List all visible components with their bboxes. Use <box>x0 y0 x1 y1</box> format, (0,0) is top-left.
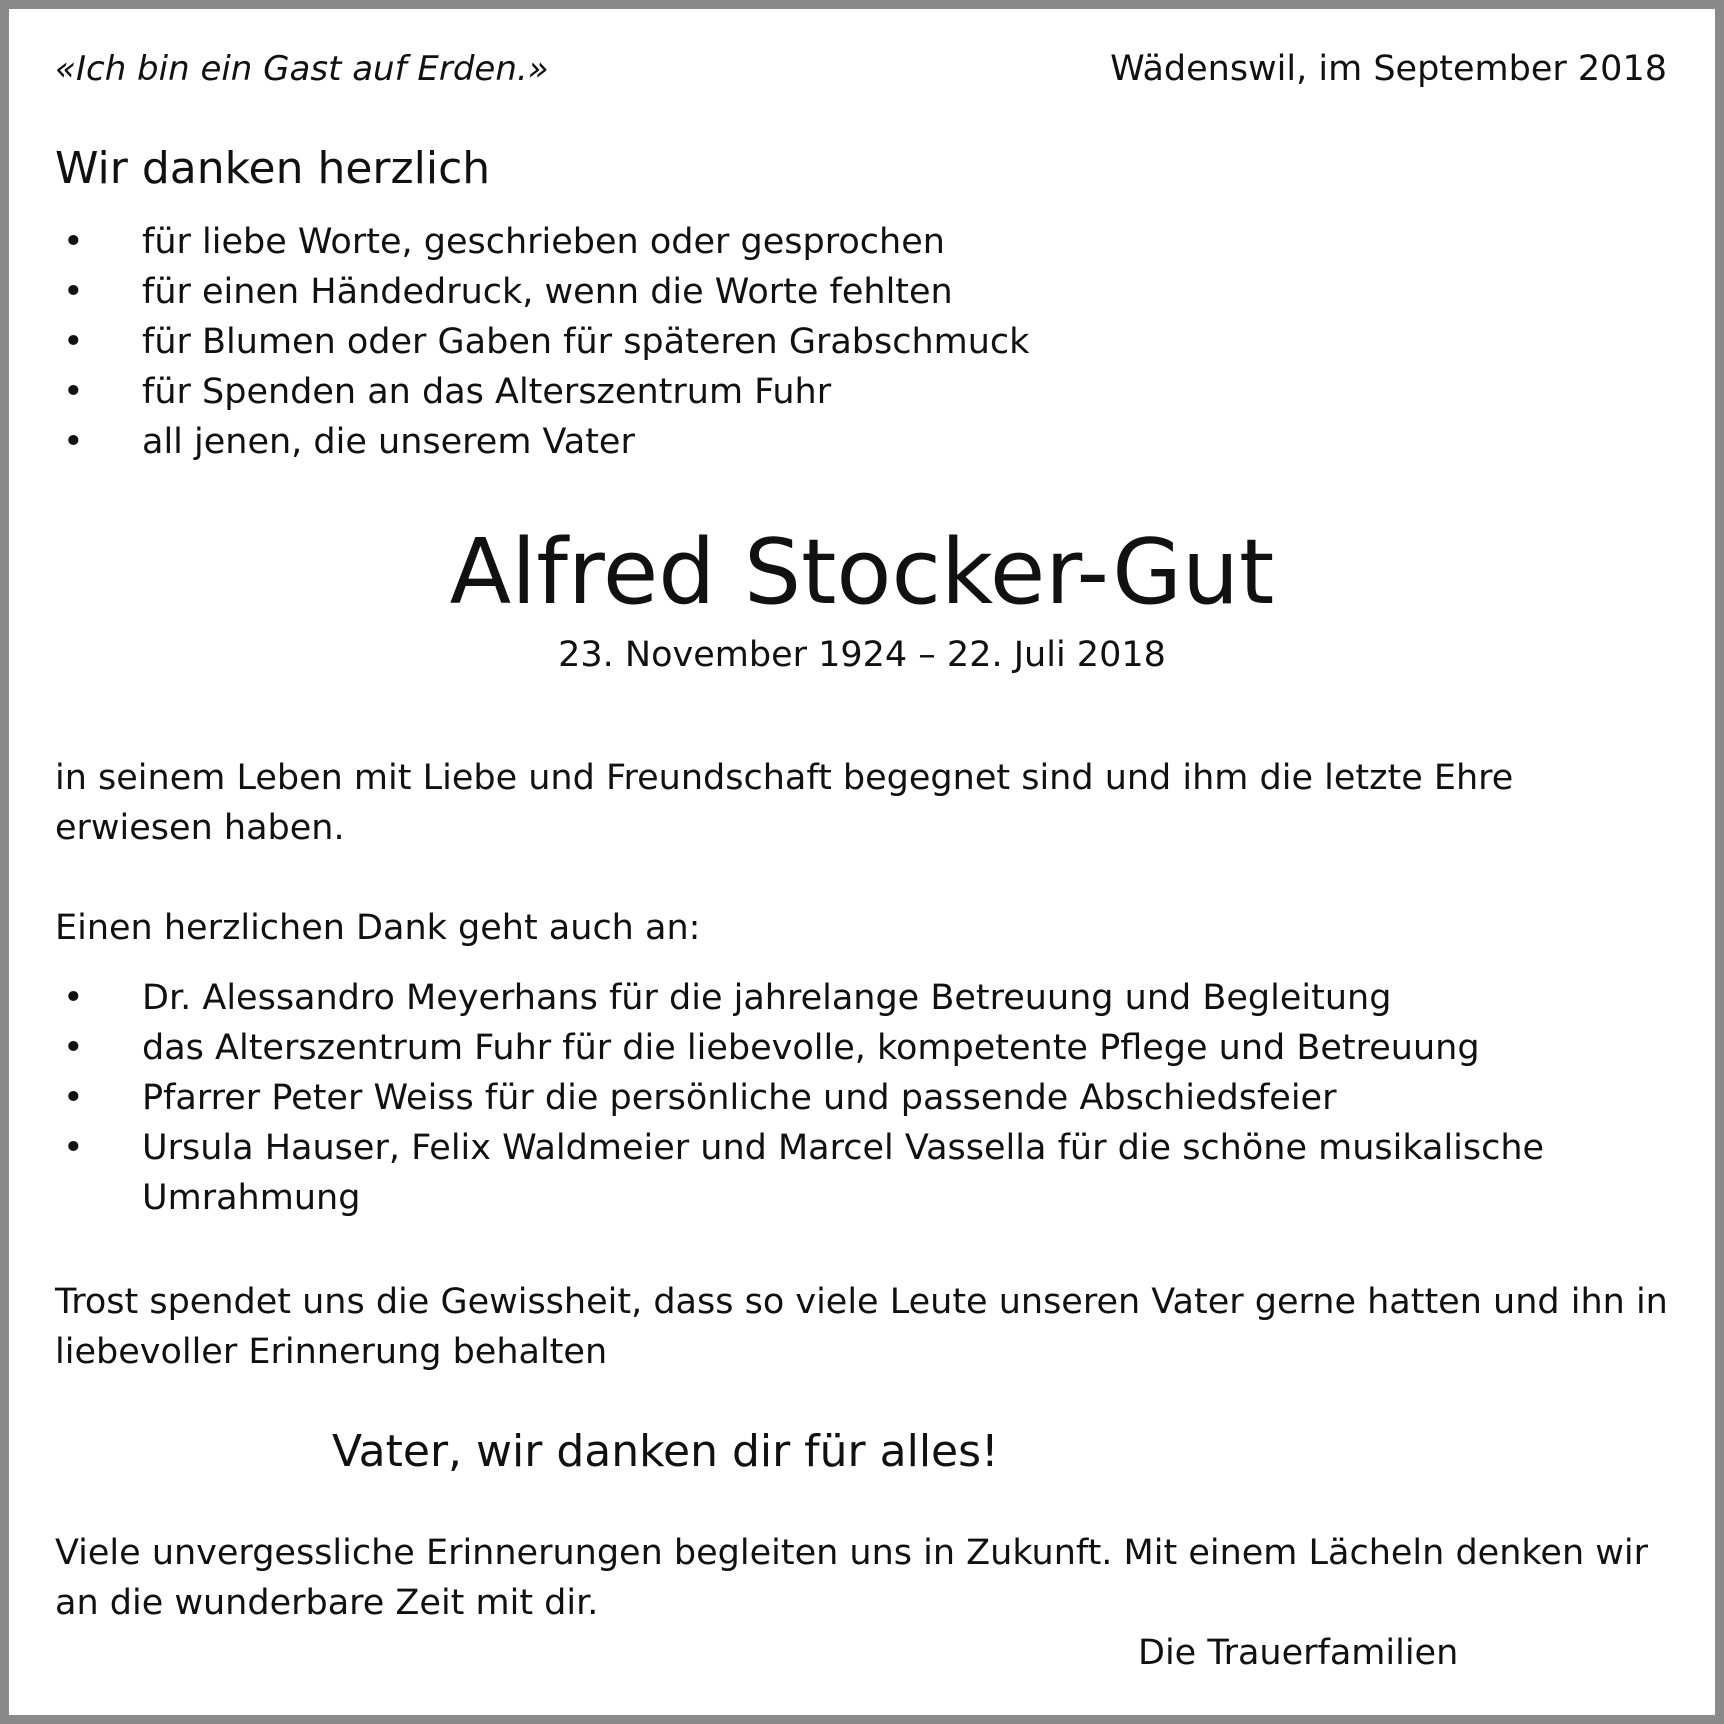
dank-intro: Einen herzlichen Dank geht auch an: <box>55 908 701 948</box>
thanks-heading: Wir danken herzlich <box>55 143 491 194</box>
list-item <box>55 417 1029 467</box>
list-item-text: für einen Händedruck, wenn die Worte fehlten <box>142 272 953 312</box>
list-item-text: all jenen, die unserem Vater <box>142 422 635 462</box>
paragraph-continuation: in seinem Leben mit Liebe und Freundschaft begegnet sind und ihm die letzte Ehre erwiesen haben. <box>55 758 1514 848</box>
bullet-icon: • <box>63 222 84 262</box>
deceased-name: Alfred Stocker-Gut <box>449 520 1275 625</box>
list-item-text: für Blumen oder Gaben für späteren Grabschmuck <box>142 322 1030 362</box>
bullet-icon: • <box>63 1028 84 1068</box>
bullet-icon: • <box>63 322 84 362</box>
list-item <box>55 267 1029 317</box>
dank-list <box>55 973 1667 1223</box>
list-item <box>55 1123 1667 1223</box>
list-item <box>55 1023 1667 1073</box>
bullet-icon: • <box>63 372 84 412</box>
list-item-text: das Alterszentrum Fuhr für die liebevolle, kompetente Pflege und Betreuung <box>142 1028 1480 1068</box>
list-item <box>55 1073 1667 1123</box>
signature: Die Trauerfamilien <box>1138 1633 1459 1673</box>
list-item <box>55 217 1029 267</box>
life-dates: 23. November 1924 – 22. Juli 2018 <box>558 635 1166 675</box>
motto-quote: «Ich bin ein Gast auf Erden.» <box>55 49 549 89</box>
paragraph-memories: Viele unvergessliche Erinnerungen begleiten uns in Zukunft. Mit einem Lächeln denken wir an die wunderbare Zeit mit dir. <box>55 1533 1648 1623</box>
bullet-icon: • <box>63 1078 84 1118</box>
thanks-list <box>55 217 1029 467</box>
list-item-text: Dr. Alessandro Meyerhans für die jahrelange Betreuung und Begleitung <box>142 978 1392 1018</box>
list-item-text: Ursula Hauser, Felix Waldmeier und Marcel Vassella für die schöne musikalische Umrahmung <box>142 1128 1545 1218</box>
bullet-icon: • <box>63 978 84 1018</box>
vater-line: Vater, wir danken dir für alles! <box>332 1426 999 1477</box>
bullet-icon: • <box>63 422 84 462</box>
list-item <box>55 367 1029 417</box>
paragraph-comfort: Trost spendet uns die Gewissheit, dass so viele Leute unseren Vater gerne hatten und ihn in liebevoller Erinnerung behalten <box>55 1282 1668 1372</box>
list-item <box>55 973 1667 1023</box>
list-item-text: für Spenden an das Alterszentrum Fuhr <box>142 372 832 412</box>
bullet-icon: • <box>63 1128 84 1168</box>
bullet-icon: • <box>63 272 84 312</box>
list-item-text: für liebe Worte, geschrieben oder gesprochen <box>142 222 945 262</box>
place-date: Wädenswil, im September 2018 <box>1110 49 1667 89</box>
list-item-text: Pfarrer Peter Weiss für die persönliche und passende Abschiedsfeier <box>142 1078 1337 1118</box>
list-item <box>55 317 1029 367</box>
